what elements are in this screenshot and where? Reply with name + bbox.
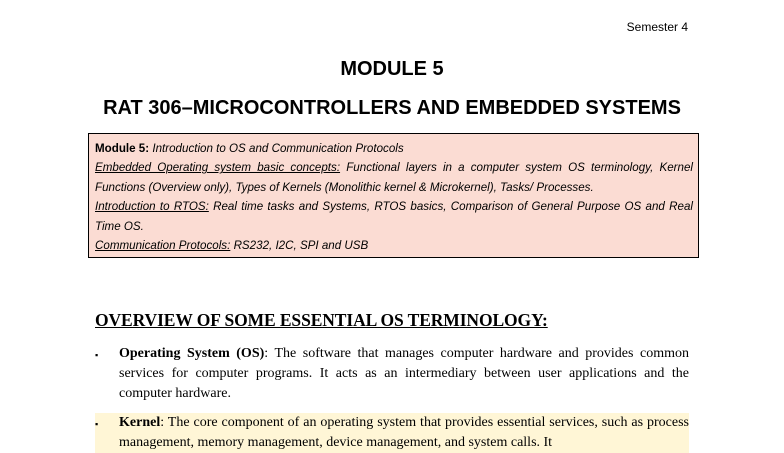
term-name: Operating System (OS) [119,346,265,361]
term-body [119,344,689,404]
syllabus-section-protocols [95,236,693,255]
syllabus-section-heading: Introduction to RTOS: [95,200,209,214]
syllabus-section-text: RS232, I2C, SPI and USB [233,239,369,253]
overview-heading: OVERVIEW OF SOME ESSENTIAL OS TERMINOLOGY: [95,310,548,330]
square-bullet-icon: ▪ [95,419,99,429]
term-definition: : The core component of an operating system that provides essential services, such as process management, memory management, device management, and system calls. It [119,415,689,450]
square-bullet-icon: ▪ [95,350,99,360]
syllabus-section-heading: Embedded Operating system basic concepts: [95,161,341,175]
syllabus-section-rtos [95,197,693,236]
term-definition: : The software that manages computer hardware and provides common services for computer programs. It acts as an intermediary between user applications and the computer hardware. [119,346,689,401]
term-name: Kernel [119,415,161,430]
syllabus-section-text: Functional layers in a computer system OS terminology, Kernel Functions (Overview only), Types of Kernels (Monolithic kernel & Microkernel), Tasks/ Processes. [95,161,693,194]
syllabus-module-title: Introduction to OS and Communication Protocols [152,142,404,155]
syllabus-section-heading: Communication Protocols: [95,239,231,253]
syllabus-box [88,133,699,258]
course-title: RAT 306–MICROCONTROLLERS AND EMBEDDED SYSTEMS [103,97,681,119]
term-body [119,413,689,453]
syllabus-module-label: Module 5: [95,142,150,155]
syllabus-module-line [95,139,693,158]
term-item [95,413,689,453]
module-title: MODULE 5 [340,58,444,80]
syllabus-section-os [95,158,693,197]
syllabus-section-text: Real time tasks and Systems, RTOS basics, Comparison of General Purpose OS and Real Time OS. [95,200,693,233]
term-item [95,344,689,404]
semester-label: Semester 4 [626,20,688,34]
